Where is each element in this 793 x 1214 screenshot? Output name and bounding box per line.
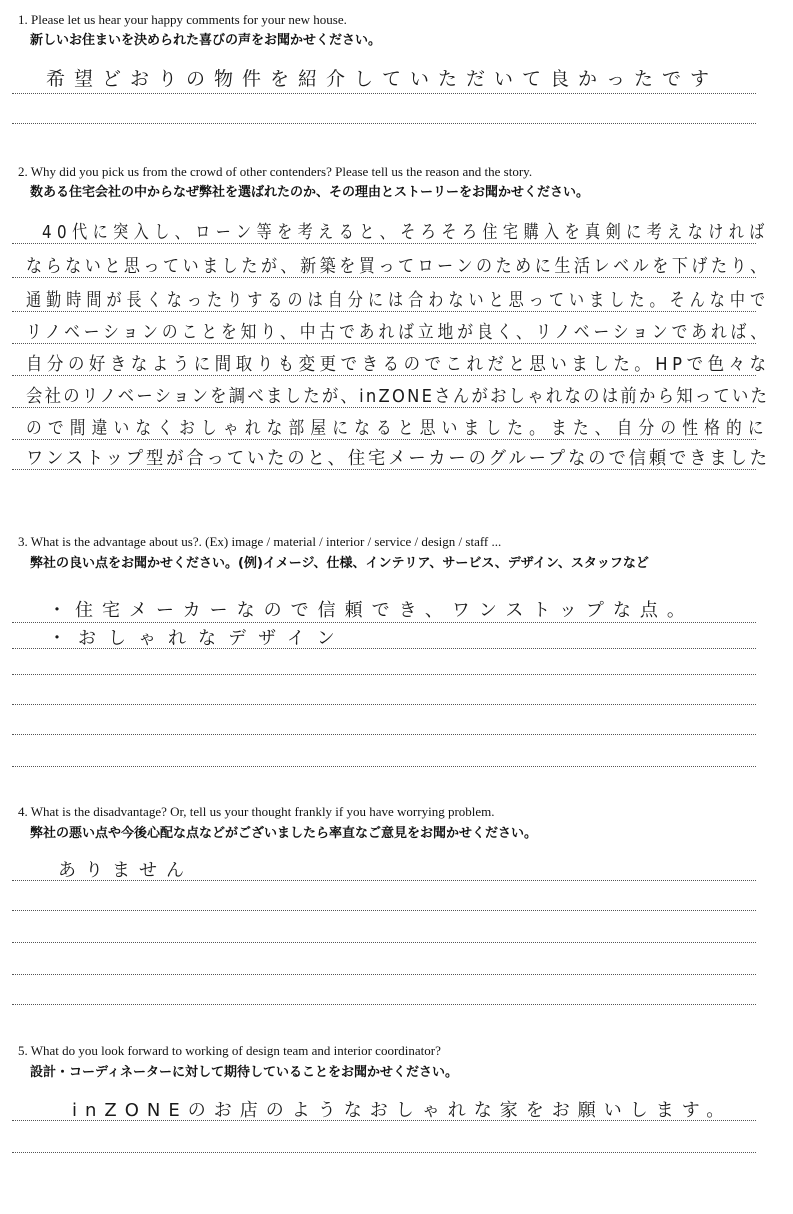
answer-2-line-7: ので間違いなくおしゃれな部屋になると思いました。また、自分の性格的に: [26, 418, 770, 439]
answer-rule: [12, 1004, 756, 1005]
answer-3-line-2: ・おしゃれなデザイン: [48, 628, 347, 649]
answer-rule: [12, 910, 756, 911]
answer-4-line-1: ありません: [58, 860, 193, 881]
answer-rule: [12, 674, 756, 675]
answer-rule: [12, 123, 756, 124]
answer-2-line-8: ワンストップ型が合っていたのと、住宅メーカーのグループなので信頼できました: [26, 448, 770, 469]
question-5: [18, 1043, 778, 1082]
answer-2-line-6: 会社のリノベーションを調べましたが、inZONEさんがおしゃれなのは前から知っていた: [26, 386, 770, 407]
answer-rule: [12, 880, 756, 881]
question-2-japanese: 数ある住宅会社の中からなぜ弊社を選ばれたのか、その理由とストーリーをお聞かせください。: [30, 185, 590, 200]
answer-rule: [12, 1120, 756, 1121]
answer-2-line-2: ならないと思っていましたが、新築を買ってローンのために生活レベルを下げたり、: [26, 256, 770, 277]
question-1: [18, 12, 778, 50]
answer-rule: [12, 734, 756, 735]
question-4-english: 4. What is the disadvantage? Or, tell us your thought frankly if you have worrying problem.: [18, 804, 495, 819]
question-5-japanese: 設計・コーディネーターに対して期待していることをお聞かせください。: [30, 1065, 458, 1080]
question-3: [18, 534, 778, 573]
question-1-english: 1. Please let us hear your happy comments for your new house.: [18, 12, 347, 27]
question-2: [18, 164, 778, 202]
answer-rule: [12, 277, 756, 278]
answer-rule: [12, 1152, 756, 1153]
answer-5-line-1: inZONEのお店のようなおしゃれな家をお願いします。: [72, 1100, 733, 1121]
question-4-japanese: 弊社の悪い点や今後心配な点などがございましたら率直なご意見をお聞かせください。: [30, 826, 538, 841]
question-5-english: 5. What do you look forward to working of design team and interior coordinator?: [18, 1043, 441, 1058]
answer-rule: [12, 766, 756, 767]
answer-rule: [12, 648, 756, 649]
question-4: [18, 804, 778, 843]
answer-rule: [12, 622, 756, 623]
question-3-japanese: 弊社の良い点をお聞かせください。(例)イメージ、仕様、インテリア、サービス、デザイン、スタッフなど: [30, 556, 649, 571]
answer-2-line-4: リノベーションのことを知り、中古であれば立地が良く、リノベーションであれば、: [26, 322, 771, 343]
answer-2-line-1: 40代に突入し、ローン等を考えると、そろそろ住宅購入を真剣に考えなければ: [42, 222, 770, 243]
answer-rule: [12, 407, 756, 408]
answer-rule: [12, 974, 756, 975]
answer-2-line-5: 自分の好きなように間取りも変更できるのでこれだと思いました。HPで色々な: [26, 354, 771, 375]
question-1-japanese: 新しいお住まいを決められた喜びの声をお聞かせください。: [30, 33, 382, 48]
answer-rule: [12, 469, 756, 470]
answer-rule: [12, 704, 756, 705]
question-3-english: 3. What is the advantage about us?. (Ex) image / material / interior / service / design / staff ...: [18, 534, 502, 549]
answer-1-line-1: 希望どおりの物件を紹介していただいて良かったです: [46, 68, 719, 90]
answer-rule: [12, 375, 756, 376]
answer-rule: [12, 93, 756, 94]
answer-rule: [12, 243, 756, 244]
answer-2-line-3: 通勤時間が長くなったりするのは自分には合わないと思っていました。そんな中で: [26, 290, 771, 311]
answer-rule: [12, 343, 756, 344]
answer-rule: [12, 439, 756, 440]
answer-rule: [12, 942, 756, 943]
question-2-english: 2. Why did you pick us from the crowd of other contenders? Please tell us the reason and the story.: [18, 164, 533, 179]
answer-rule: [12, 311, 756, 312]
answer-3-line-1: ・住宅メーカーなので信頼でき、ワンストップな点。: [48, 600, 694, 621]
